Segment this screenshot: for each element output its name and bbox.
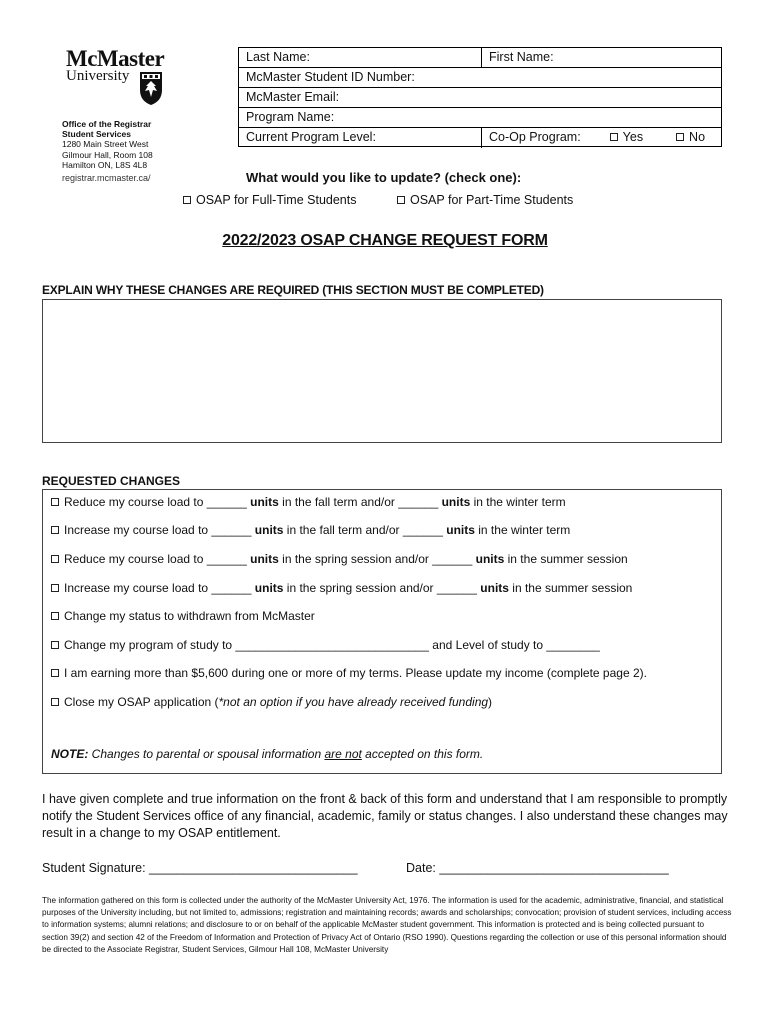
option-part-time: [397, 193, 573, 207]
university-logo-sub: University: [66, 68, 130, 84]
change-withdraw: [51, 609, 315, 623]
student-signature-field[interactable]: Student Signature: ______________________________: [42, 861, 358, 875]
program-name-field[interactable]: Program Name:: [246, 110, 335, 124]
income-checkbox[interactable]: [51, 669, 59, 677]
change-reduce-fall-winter: [51, 495, 566, 509]
change-text: Reduce my course load to: [64, 552, 207, 566]
reduce-fall-winter-checkbox[interactable]: [51, 498, 59, 506]
change-program: [51, 638, 600, 652]
units-label: units: [475, 552, 505, 566]
change-text-italic: *not an option if you have already received funding: [218, 695, 489, 709]
change-text: I am earning more than $5,600 during one or more of my terms. Please update my income (complete page 2).: [64, 666, 647, 680]
note-text: Changes to parental or spousal information: [88, 747, 325, 761]
declaration-text: I have given complete and true information on the front & back of this form and understand that I am responsible to promptly notify the Student Services office of any financial, academic, family or status changes. I also understand these changes may result in a change to my OSAP entitlement.: [42, 792, 728, 840]
blank-field[interactable]: ______: [398, 495, 439, 509]
blank-field[interactable]: ______: [432, 552, 473, 566]
change-text: in the spring session and/or: [283, 581, 437, 595]
reduce-spring-summer-checkbox[interactable]: [51, 555, 59, 563]
units-label: units: [250, 552, 279, 566]
student-id-field[interactable]: McMaster Student ID Number:: [246, 70, 415, 84]
requested-changes-box: [42, 489, 722, 774]
change-text: in the fall term and/or: [278, 495, 399, 509]
change-text: Change my program of study to _____________________________ and Level of study to ________: [64, 638, 600, 652]
blank-field[interactable]: ______: [402, 523, 443, 537]
change-text: in the spring session and/or: [278, 552, 433, 566]
office-url: registrar.mcmaster.ca/: [62, 173, 151, 183]
coop-no-label: No: [689, 130, 706, 144]
units-label: units: [480, 581, 509, 595]
coop-no-checkbox[interactable]: [676, 133, 684, 141]
close-application-checkbox[interactable]: [51, 698, 59, 706]
change-income: [51, 666, 647, 680]
blank-field[interactable]: ______: [436, 581, 477, 595]
change-text: in the winter term: [470, 495, 566, 509]
change-text: in the summer session: [504, 552, 628, 566]
change-text: in the summer session: [508, 581, 633, 595]
note-text: accepted on this form.: [361, 747, 484, 761]
units-label: units: [441, 495, 471, 509]
office-city: Hamilton ON, L8S 4L8: [62, 159, 148, 170]
email-field[interactable]: McMaster Email:: [246, 90, 340, 104]
blank-field[interactable]: ______: [206, 552, 247, 566]
change-close-application: [51, 695, 492, 709]
option-full-time: [183, 193, 356, 207]
units-label: units: [446, 523, 475, 537]
university-crest-icon: [139, 70, 163, 106]
change-increase-fall-winter: [51, 523, 570, 537]
info-row-program: [239, 108, 721, 128]
change-program-checkbox[interactable]: [51, 641, 59, 649]
coop-field: [481, 128, 721, 148]
first-name-field[interactable]: First Name:: [481, 48, 721, 67]
office-department: Student Services: [62, 129, 131, 140]
note-emphasis: are not: [324, 747, 362, 761]
change-text: in the fall term and/or: [283, 523, 403, 537]
units-label: units: [250, 495, 279, 509]
form-title: 2022/2023 OSAP CHANGE REQUEST FORM: [222, 232, 548, 249]
withdraw-checkbox[interactable]: [51, 612, 59, 620]
units-label: units: [254, 523, 284, 537]
note-label: NOTE:: [51, 747, 89, 761]
last-name-field[interactable]: Last Name:: [246, 50, 310, 64]
office-name: Office of the Registrar: [62, 119, 152, 129]
explain-textarea[interactable]: [42, 299, 722, 443]
student-info-table: [238, 47, 722, 147]
change-text: Increase my course load to: [64, 581, 212, 595]
note: [51, 747, 483, 761]
info-row-email: [239, 88, 721, 108]
units-label: units: [254, 581, 284, 595]
privacy-notice: The information gathered on this form is collected under the authority of the McMaster University Act, 1976. The information is used for the academic, administrative, financial, and statistical purposes of the University including, but not limited to, admissions; registration and maintaining records; awards and scholarships; convocation; provision of student services, including access to information systems; alumni relations; and disclosure to or on behalf of the applicable McMaster student government. This information is protected and is being collected pursuant to section 39(2) and section 42 of the Freedom of Information and Protection of Privacy Act of Ontario (RSO 1990). Questions regarding the collection or use of this personal information should be directed to the Associate Registrar, Student Services, Gilmour Hall 108, McMaster University: [42, 896, 732, 954]
blank-field[interactable]: ______: [206, 495, 247, 509]
explain-heading: EXPLAIN WHY THESE CHANGES ARE REQUIRED (THIS SECTION MUST BE COMPLETED): [42, 283, 544, 297]
change-reduce-spring-summer: [51, 552, 628, 566]
coop-yes-checkbox[interactable]: [610, 133, 618, 141]
office-street: 1280 Main Street West: [62, 139, 149, 150]
increase-fall-winter-checkbox[interactable]: [51, 526, 59, 534]
change-increase-spring-summer: [51, 581, 632, 595]
part-time-checkbox[interactable]: [397, 196, 405, 204]
change-text: Close my OSAP application (: [64, 695, 219, 709]
program-level-field[interactable]: Current Program Level:: [246, 130, 376, 144]
full-time-checkbox[interactable]: [183, 196, 191, 204]
change-text: Increase my course load to: [64, 523, 212, 537]
full-time-label: OSAP for Full-Time Students: [196, 193, 357, 207]
info-row-id: [239, 68, 721, 88]
coop-label: Co-Op Program:: [489, 130, 581, 144]
date-field[interactable]: Date: _________________________________: [406, 861, 669, 875]
university-logo-name: McMaster: [66, 46, 165, 71]
change-text: ): [488, 695, 493, 709]
change-text: Reduce my course load to: [64, 495, 207, 509]
coop-yes-label: Yes: [622, 130, 644, 144]
change-text: in the winter term: [474, 523, 571, 537]
part-time-label: OSAP for Part-Time Students: [410, 193, 574, 207]
info-row-names: [239, 48, 721, 68]
blank-field[interactable]: ______: [211, 523, 252, 537]
info-row-level: [239, 128, 721, 148]
change-text: Change my status to withdrawn from McMaster: [64, 609, 315, 623]
increase-spring-summer-checkbox[interactable]: [51, 584, 59, 592]
update-question: What would you like to update? (check one):: [246, 170, 522, 185]
office-room: Gilmour Hall, Room 108: [62, 149, 153, 160]
requested-changes-heading: REQUESTED CHANGES: [42, 474, 181, 488]
office-address: [62, 119, 153, 170]
blank-field[interactable]: ______: [211, 581, 252, 595]
